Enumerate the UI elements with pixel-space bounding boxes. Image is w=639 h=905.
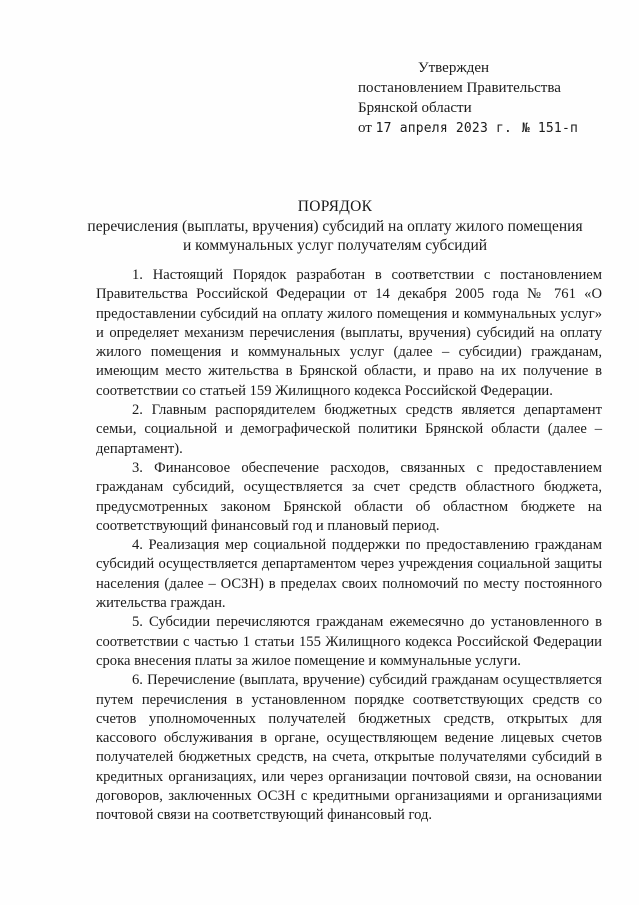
approval-date-prefix: от <box>358 120 372 136</box>
paragraph-5: 5. Субсидии перечисляются гражданам ежемесячно до установленного в соответствии с частью 1 статьи 155 Жилищного кодекса Российской Федерации срока внесения платы за жилое помещение и коммунальные услуги. <box>96 614 602 669</box>
document-title <box>70 197 600 255</box>
approval-line-region: Брянской области <box>358 100 472 116</box>
approval-stamp <box>358 58 620 139</box>
approval-line-resolution: постановлением Правительства <box>358 80 561 96</box>
approval-number-value: № 151-п <box>521 121 579 136</box>
paragraph-3: 3. Финансовое обеспечение расходов, связанных с предоставлением гражданам субсидий, осуществляется за счет средств областного бюджета, предусмотренных законом Брянской области об областном бюджете на соответствующий финансовый год и плановый период. <box>96 459 602 534</box>
approval-line-approved: Утвержден <box>418 60 490 76</box>
document-body <box>96 266 602 826</box>
approval-line-date <box>358 118 620 139</box>
paragraph-6: 6. Перечисление (выплата, вручение) субсидий гражданам осуществляется путем перечисления в установленном порядке соответствующих средств со счетов уполномоченных получателей бюджетных средств, открытых для кассового обслуживания в органе, осуществляющем ведение лицевых счетов получателей бюджетных средств, на счета, открытые получателями субсидий в кредитных организациях, или через организации почтовой связи, на основании договоров, заключенных ОСЗН с кредитными организациями и организациями почтовой связи на соответствующий финансовый год. <box>96 672 602 824</box>
title-subtitle-line-2: и коммунальных услуг получателям субсидий <box>182 237 488 254</box>
paragraph-4: 4. Реализация мер социальной поддержки по предоставлению гражданам субсидий осуществляется департаментом через учреждения социальной защиты населения (далее – ОСЗН) в пределах своих полномочий по месту постоянного жительства граждан. <box>96 537 602 612</box>
title-heading: ПОРЯДОК <box>297 198 373 215</box>
title-subtitle-line-1: перечисления (выплаты, вручения) субсидий на оплату жилого помещения <box>87 218 583 235</box>
approval-date-value: 17 апреля 2023 г. <box>375 121 513 136</box>
paragraph-2: 2. Главным распорядителем бюджетных средств является департамент семьи, социальной и демографической политики Брянской области (далее – департамент). <box>96 402 602 457</box>
paragraph-1: 1. Настоящий Порядок разработан в соответствии с постановлением Правительства Российской Федерации от 14 декабря 2005 года № 761 «О предоставлении субсидий на оплату жилого помещения и коммунальных услуг» и определяет механизм перечисления (выплаты, вручения) субсидий на оплату жилого помещения и коммунальных услуг (далее – субсидии) гражданам, имеющим место жительства в Брянской области, и право на их получение в соответствии со статьей 159 Жилищного кодекса Российской Федерации. <box>96 267 602 399</box>
